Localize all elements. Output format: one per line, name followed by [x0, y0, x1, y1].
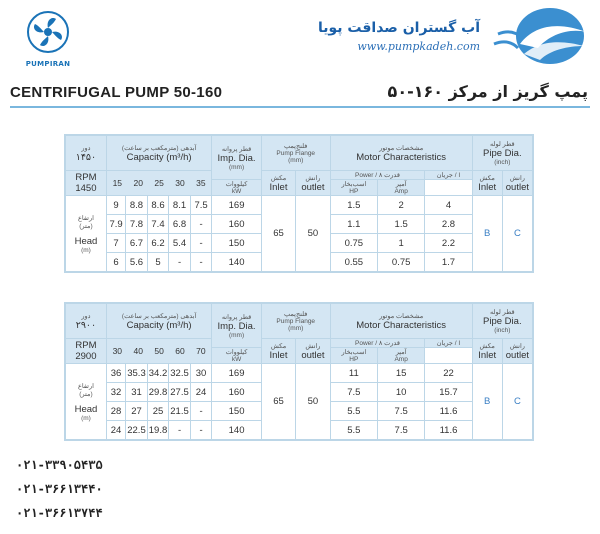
- hp-header: اسب‌بخار HP: [330, 180, 377, 196]
- amp-value: 11.6: [425, 421, 472, 440]
- head-value: 21.5: [169, 402, 191, 421]
- wave-logo-icon: [490, 4, 590, 68]
- flange-inlet-header: مکش Inlet: [261, 339, 295, 364]
- pipe-outlet-header: رانش outlet: [502, 339, 532, 364]
- capacity-value: 40: [133, 346, 143, 356]
- capacity-value: 15: [112, 178, 123, 188]
- power-header: Power / ۸ قدرت: [330, 339, 425, 348]
- pipe-dia-header: قطر لوله Pipe Dia. (inch): [472, 304, 532, 339]
- current-header: جریان / I: [425, 339, 472, 348]
- capacity-value: 30: [175, 178, 185, 188]
- head-value: 24: [190, 383, 212, 402]
- imp-value: 169: [212, 364, 261, 383]
- kw-header: کیلووات kW: [212, 180, 261, 196]
- capacity-value: 70: [196, 346, 206, 356]
- imp-value: 150: [212, 234, 261, 253]
- head-label: ارتفاع (متر) Head (m): [66, 364, 107, 440]
- imp-value: 160: [212, 383, 261, 402]
- head-value: 7.8: [126, 215, 148, 234]
- head-value: 7: [106, 234, 125, 253]
- head-value: 28: [106, 402, 125, 421]
- imp-value: 140: [212, 421, 261, 440]
- head-value: 8.1: [169, 196, 191, 215]
- imp-dia-header: قطر پروانه Imp. Dia. (mm): [212, 136, 261, 180]
- head-value: 6: [106, 253, 125, 272]
- head-value: 6.7: [126, 234, 148, 253]
- imp-value: 150: [212, 402, 261, 421]
- flange-outlet-header: رانش outlet: [296, 339, 330, 364]
- head-value: 5: [147, 253, 169, 272]
- amp-header: آمپر Amp: [377, 348, 424, 364]
- power-header: Power / ۸ قدرت: [330, 171, 425, 180]
- head-value: 35.3: [126, 364, 148, 383]
- amp-value: 11.6: [425, 402, 472, 421]
- head-value: -: [169, 253, 191, 272]
- performance-table-1450: [64, 134, 534, 273]
- rpm-header: دور ۱۴۵۰: [66, 136, 107, 171]
- motor-header: مشخصات موتور Motor Characteristics: [330, 304, 472, 339]
- capacity-value: 25: [154, 178, 164, 188]
- hp-value: 1.5: [377, 215, 424, 234]
- pumpiran-logo: [18, 10, 78, 68]
- head-value: 24: [106, 421, 125, 440]
- kw-value: 5.5: [330, 421, 377, 440]
- rpm-value-cell: RPM 1450: [66, 171, 107, 196]
- hp-value: 1: [377, 234, 424, 253]
- kw-value: 0.55: [330, 253, 377, 272]
- amp-value: 4: [425, 196, 472, 215]
- imp-value: 169: [212, 196, 261, 215]
- kw-value: 11: [330, 364, 377, 383]
- page-title-en: CENTRIFUGAL PUMP 50-160: [10, 84, 223, 101]
- pipe-inlet-value: B: [472, 196, 502, 272]
- head-value: 32.5: [169, 364, 191, 383]
- head-value: 34.2: [147, 364, 169, 383]
- company-name: آب گستران صداقت پویا: [318, 20, 480, 36]
- pipe-inlet-value: B: [472, 364, 502, 440]
- amp-value: 22: [425, 364, 472, 383]
- pipe-inlet-header: مکش Inlet: [472, 171, 502, 196]
- phone-number[interactable]: ۰۲۱-۳۶۶۱۳۴۴۰: [16, 482, 103, 496]
- head-value: 6.2: [147, 234, 169, 253]
- rpm-header: دور ۲۹۰۰: [66, 304, 107, 339]
- head-value: 22.5: [126, 421, 148, 440]
- phone-number[interactable]: ۰۲۱-۳۶۶۱۳۷۴۴: [16, 506, 103, 520]
- head-value: 7.9: [106, 215, 125, 234]
- capacity-header: آبدهی (مترمکعب بر ساعت) Capacity (m³/h): [106, 136, 211, 171]
- head-value: 31: [126, 383, 148, 402]
- motor-header: مشخصات موتور Motor Characteristics: [330, 136, 472, 171]
- head-value: 25: [147, 402, 169, 421]
- imp-dia-header: قطر پروانه Imp. Dia. (mm): [212, 304, 261, 348]
- head-value: 32: [106, 383, 125, 402]
- head-value: -: [169, 421, 191, 440]
- imp-value: 140: [212, 253, 261, 272]
- capacity-header: آبدهی (مترمکعب بر ساعت) Capacity (m³/h): [106, 304, 211, 339]
- head-value: 7.5: [190, 196, 212, 215]
- head-label: ارتفاع (متر) Head (m): [66, 196, 107, 272]
- flange-outlet-header: رانش outlet: [296, 171, 330, 196]
- kw-value: 5.5: [330, 402, 377, 421]
- head-value: 6.8: [169, 215, 191, 234]
- capacity-values: [106, 339, 211, 364]
- logo-brand: PUMPIRAN: [25, 60, 71, 68]
- capacity-value: 50: [154, 346, 164, 356]
- rpm-value-cell: RPM 2900: [66, 339, 107, 364]
- flange-inlet-value: 65: [261, 364, 295, 440]
- head-value: 27.5: [169, 383, 191, 402]
- phone-list: [16, 458, 103, 530]
- capacity-value: 60: [175, 346, 185, 356]
- kw-value: 1.5: [330, 196, 377, 215]
- capacity-value: 35: [196, 178, 206, 188]
- hp-value: 10: [377, 383, 424, 402]
- pipe-outlet-value: C: [502, 364, 532, 440]
- current-header: جریان / I: [425, 171, 472, 180]
- head-value: 8.8: [126, 196, 148, 215]
- head-value: -: [190, 215, 212, 234]
- kw-header: کیلووات kW: [212, 348, 261, 364]
- head-value: 27: [126, 402, 148, 421]
- pipe-dia-header: قطر لوله Pipe Dia. (inch): [472, 136, 532, 171]
- pipe-inlet-header: مکش Inlet: [472, 339, 502, 364]
- flange-inlet-value: 65: [261, 196, 295, 272]
- website-link[interactable]: www.pumpkadeh.com: [357, 40, 480, 53]
- head-value: 8.6: [147, 196, 169, 215]
- amp-value: 2.8: [425, 215, 472, 234]
- head-value: 36: [106, 364, 125, 383]
- hp-value: 0.75: [377, 253, 424, 272]
- company-block: [318, 20, 480, 53]
- capacity-value: 30: [112, 346, 123, 356]
- phone-number[interactable]: ۰۲۱-۳۳۹۰۵۴۳۵: [16, 458, 103, 472]
- head-value: 30: [190, 364, 212, 383]
- flange-inlet-header: مکش Inlet: [261, 171, 295, 196]
- imp-value: 160: [212, 215, 261, 234]
- pipe-outlet-value: C: [502, 196, 532, 272]
- kw-value: 0.75: [330, 234, 377, 253]
- pump-flange-header: فلنج‌پمپ Pump Flange (mm): [261, 304, 330, 339]
- head-value: 7.4: [147, 215, 169, 234]
- amp-value: 2.2: [425, 234, 472, 253]
- amp-header: آمپر Amp: [377, 180, 424, 196]
- head-value: 9: [106, 196, 125, 215]
- flange-outlet-value: 50: [296, 364, 330, 440]
- head-value: -: [190, 234, 212, 253]
- hp-value: 7.5: [377, 402, 424, 421]
- fan-icon: [26, 10, 70, 54]
- head-value: 5.6: [126, 253, 148, 272]
- hp-value: 15: [377, 364, 424, 383]
- head-value: 5.4: [169, 234, 191, 253]
- head-value: -: [190, 421, 212, 440]
- kw-value: 1.1: [330, 215, 377, 234]
- performance-table-2900: [64, 302, 534, 441]
- head-value: 29.8: [147, 383, 169, 402]
- kw-value: 7.5: [330, 383, 377, 402]
- head-value: -: [190, 253, 212, 272]
- amp-value: 1.7: [425, 253, 472, 272]
- hp-value: 2: [377, 196, 424, 215]
- page-title-fa: پمپ گریز از مرکز ۱۶۰-۵۰: [387, 82, 588, 101]
- head-value: -: [190, 402, 212, 421]
- pipe-outlet-header: رانش outlet: [502, 171, 532, 196]
- capacity-values: [106, 171, 211, 196]
- pump-flange-header: فلنج‌پمپ Pump Flange (mm): [261, 136, 330, 171]
- amp-value: 15.7: [425, 383, 472, 402]
- capacity-value: 20: [133, 178, 143, 188]
- head-value: 19.8: [147, 421, 169, 440]
- flange-outlet-value: 50: [296, 196, 330, 272]
- hp-value: 7.5: [377, 421, 424, 440]
- hp-header: اسب‌بخار HP: [330, 348, 377, 364]
